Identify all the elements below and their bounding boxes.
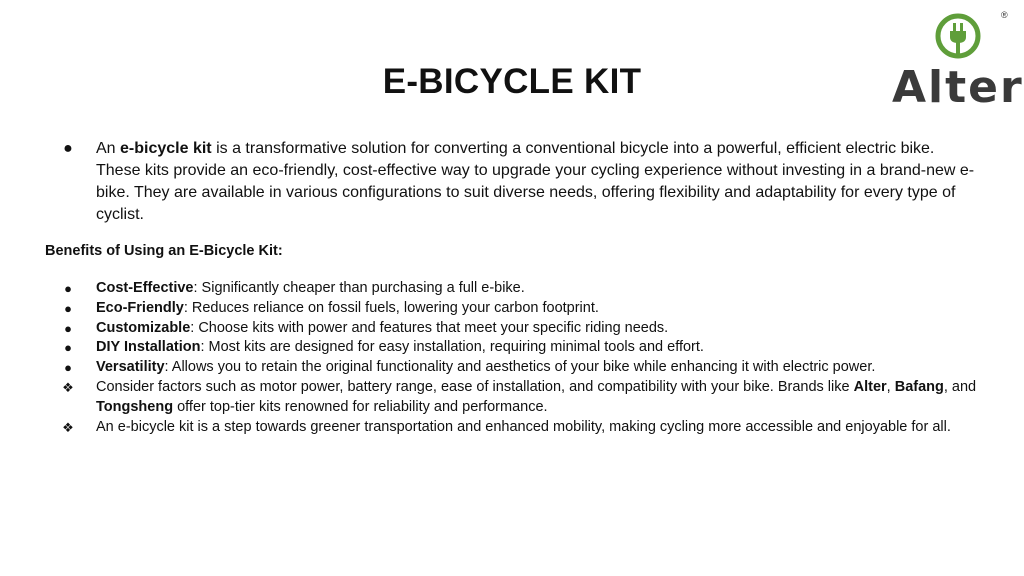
benefit-term: Versatility — [96, 359, 165, 376]
list-item — [60, 338, 980, 358]
list-item — [60, 319, 980, 339]
consider-sep-1: , — [886, 378, 895, 395]
plug-icon — [934, 12, 982, 60]
benefits-list — [60, 279, 980, 437]
consider-text-1: Consider factors such as motor power, battery range, ease of installation, and compatibility with your bike. Brands like — [96, 378, 854, 395]
page-title: E-BICYCLE KIT — [382, 62, 642, 101]
intro-bold-term: e-bicycle kit — [120, 140, 212, 157]
consider-item — [60, 378, 980, 418]
intro-bullet — [60, 138, 980, 226]
list-item — [60, 358, 980, 378]
benefit-desc: : Allows you to retain the original functionality and aesthetics of your bike while enhancing it with electric power. — [164, 359, 876, 376]
consider-text-2: offer top-tier kits renowned for reliability and performance. — [173, 398, 548, 415]
list-item — [60, 279, 980, 299]
benefit-term: Customizable — [96, 319, 191, 336]
bullet-dot: ● — [63, 140, 73, 157]
benefit-desc: : Most kits are designed for easy installation, requiring minimal tools and effort. — [200, 339, 704, 356]
bullet-dot: ● — [64, 320, 72, 336]
brand-tongsheng: Tongsheng — [96, 398, 174, 415]
benefit-term: DIY Installation — [96, 339, 201, 356]
benefit-term: Cost-Effective — [96, 280, 194, 296]
intro-text: is a transformative solution for converting a conventional bicycle into a powerful, efficient electric bike. These kits provide an eco-friendly, cost-effective way to upgrade your cycling experience without investing in a brand-new e-bike. They are available in various configurations to suit diverse needs, offering flexibility and adaptability for every type of cyclist. — [96, 140, 975, 223]
intro-paragraph — [60, 138, 980, 226]
benefit-desc: : Significantly cheaper than purchasing a full e-bike. — [193, 280, 525, 296]
bullet-diamond: ❖ — [62, 379, 74, 395]
logo-wordmark: Alter — [892, 62, 1024, 113]
alter-logo — [890, 8, 1024, 113]
benefit-desc: : Reduces reliance on fossil fuels, lowering your carbon footprint. — [183, 299, 599, 316]
bullet-diamond: ❖ — [62, 419, 74, 435]
consider-sep-2: , and — [943, 378, 977, 395]
intro-prefix: An — [96, 140, 121, 157]
brand-bafang: Bafang — [894, 378, 944, 395]
registered-mark: ® — [1001, 10, 1008, 20]
brand-alter: Alter — [853, 378, 887, 395]
closing-text: An e-bicycle kit is a step towards greener transportation and enhanced mobility, making cycling more accessible and enjoyable for all. — [96, 418, 951, 435]
benefits-heading: Benefits of Using an E-Bicycle Kit: — [45, 243, 283, 259]
closing-item — [60, 418, 980, 438]
list-item — [60, 299, 980, 319]
bullet-dot: ● — [64, 340, 72, 356]
benefit-term: Eco-Friendly — [96, 299, 184, 316]
bullet-dot: ● — [64, 300, 72, 316]
benefit-desc: : Choose kits with power and features that meet your specific riding needs. — [190, 319, 669, 336]
bullet-dot: ● — [64, 281, 72, 296]
bullet-dot: ● — [64, 360, 72, 376]
